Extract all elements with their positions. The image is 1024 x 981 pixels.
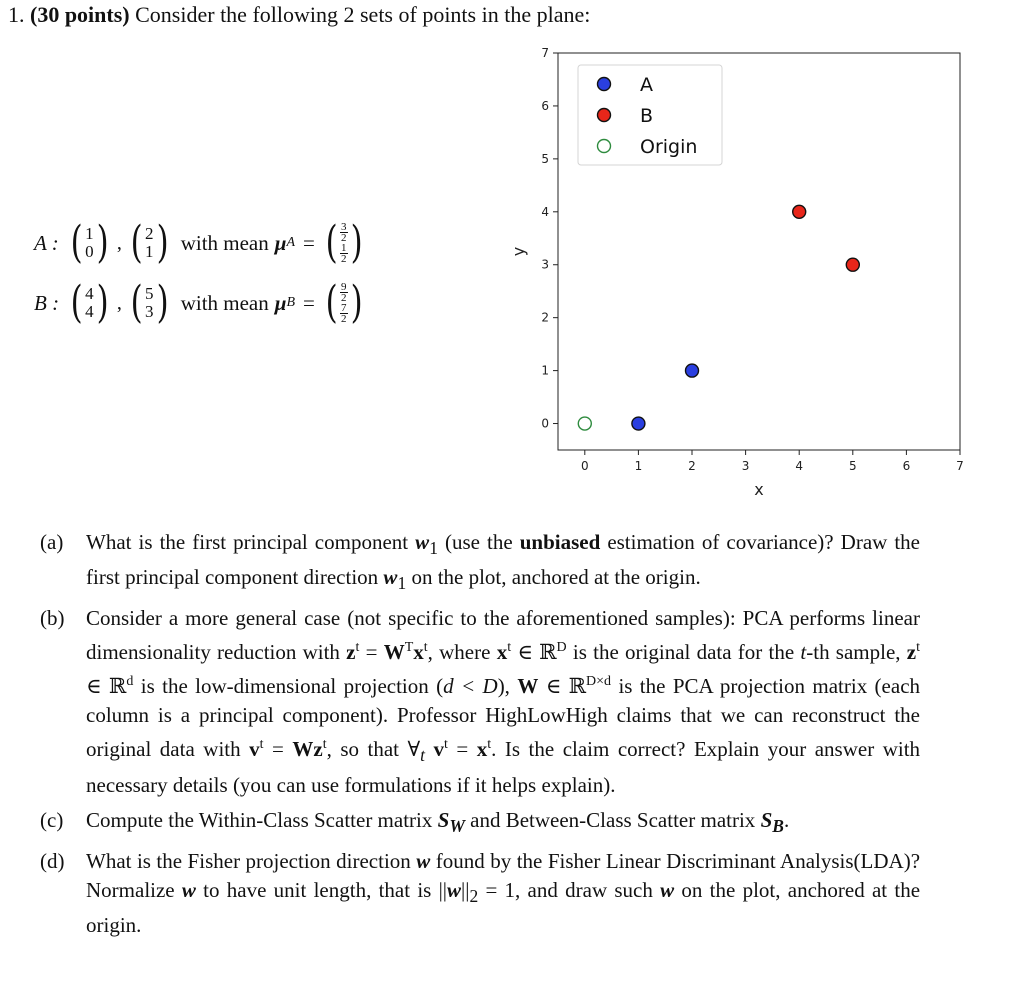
question-d [40,847,920,940]
symbol-x: x [413,640,424,665]
text: and Between-Class Scatter matrix [470,807,756,832]
problem-points: (30 points) [30,2,130,27]
set-b-row: B : ( 4 4 ) , ( 5 3 ) with mean μ B = ( $\frac{9}{2}$ $\frac{7}{2}$ ) [34,278,365,328]
equals-sign: = [303,290,315,315]
symbol-W: W [383,640,405,665]
vec-entry: 4 [85,284,94,303]
legend-label-b: B [640,105,654,127]
mu-symbol: μ [274,230,287,255]
text: Compute the Within-Class Scatter matrix [86,807,433,832]
with-mean-text: with mean [180,290,269,315]
frac-num: 3 [341,221,347,233]
text: ∈ ℝ [545,674,587,699]
y-tick-label: 2 [541,310,549,325]
set-a-label: A : [34,230,59,255]
text: (use the [444,530,513,554]
symbol-z: z [313,737,323,762]
question-c-label: (c) [40,807,64,832]
symbol-S: S [760,807,773,832]
subscript: W [449,815,465,836]
text: Consider a more general case (not specific to the aforementioned samples): PCA performs linear dimensionality reduction with [86,606,920,665]
symbol-v: v [249,737,260,762]
text: , so that ∀ [326,737,421,762]
superscript: t [507,640,512,656]
superscript: t [355,640,360,656]
mu-a-vector: ( $\frac{3}{2}$ $\frac{1}{2}$ ) [325,217,363,268]
y-tick-label: 3 [541,257,549,272]
x-tick-label: 7 [956,459,964,473]
symbol-W: W [292,737,314,762]
subscript: 1 [397,573,407,594]
legend-marker-b [598,109,611,122]
frac-den: 2 [341,232,347,244]
text: = [272,737,293,762]
frac-num: 9 [341,281,347,293]
text: found by the Fisher Linear Discriminant Analysis(LDA)? Normalize [86,848,921,902]
text: -th sample, [806,640,901,665]
text: is the low-dimensional projection ( [140,674,444,699]
data-point-b [793,205,806,218]
problem-header [8,2,590,28]
question-c-text [86,806,920,841]
symbol-S: S [437,807,450,832]
frac-num: 1 [341,242,347,254]
superscript: t [423,640,428,656]
frac-den: 2 [341,313,347,325]
question-a-text [86,528,920,598]
x-tick-label: 3 [741,459,750,473]
vec-entry: 1 [145,242,154,261]
text: What is the first principal component [86,530,409,554]
set-a-vector-2: ( 2 1 ) [130,217,169,268]
symbol-x: x [496,640,508,665]
symbol-z: z [346,640,356,665]
problem-number: 1. [8,2,25,27]
text: to have unit length, that is || [203,877,447,902]
x-axis-label: x [754,480,764,499]
question-b-label: (b) [40,606,65,631]
text: . [783,807,790,832]
superscript: t [916,640,920,656]
text: on the plot, anchored at the origin. [411,565,701,590]
y-tick-label: 7 [541,46,549,60]
equals-sign: = [303,230,315,255]
symbol-z: z [906,640,917,665]
question-b [40,604,920,799]
symbol-w: w [383,565,398,590]
superscript: t [444,737,448,753]
vec-entry: 5 [145,284,154,303]
question-b-text [86,604,920,799]
frac-den: 2 [341,292,347,304]
superscript: D [556,640,567,656]
set-a-row: A : ( 1 0 ) , ( 2 1 ) with mean μ A = ( $\frac{3}{2}$ $\frac{1}{2}$ ) [34,218,365,268]
text: is the PCA projection matrix (each column is a principal component). Professor HighLowHigh claims that we can reconstruct the original data with [86,674,921,762]
symbol-w: w [660,877,675,902]
mu-symbol: μ [274,290,287,315]
symbol-W: W [517,674,539,699]
text: || [461,877,470,902]
vec-entry: 2 [145,224,154,243]
vec-entry: 0 [85,242,94,261]
symbol-w: w [415,530,430,554]
subscript: 1 [429,538,438,559]
text: , where [427,640,491,665]
y-tick-label: 4 [541,204,549,219]
symbol-x: x [476,737,488,762]
question-c [40,806,920,841]
vec-entry: 3 [145,302,154,321]
text: What is the Fisher projection direction [86,848,411,873]
text: . Is the claim correct? Explain your answer with necessary details (you can use formulations if it helps explain). [86,737,921,797]
question-a [40,528,920,598]
mu-b-subscript: B [286,295,295,310]
symbol-t: t [800,640,807,665]
frac-den: 2 [341,253,347,265]
x-tick-label: 2 [688,459,696,473]
mu-b-vector: ( $\frac{9}{2}$ $\frac{7}{2}$ ) [325,277,363,328]
frac-num: 7 [341,302,347,314]
legend-label-origin: Origin [640,136,698,158]
text: estimation of covariance)? Draw the first principal component direction [86,530,921,590]
inequality: d < D [443,674,498,699]
data-point-a [686,364,699,377]
set-b-label: B : [34,290,60,315]
text: = 1, and draw such [485,877,653,902]
x-tick-label: 1 [634,459,643,473]
vec-entry: 1 [85,224,94,243]
y-axis-label: y [509,246,528,257]
data-point-a [632,417,645,430]
text: is the original data for the [572,640,795,665]
scatter-plot [500,40,980,510]
set-b-vector-2: ( 5 3 ) [130,277,169,328]
with-mean-text: with mean [180,230,269,255]
x-tick-label: 6 [902,459,911,473]
subscript: B [772,815,784,836]
question-d-text [86,847,920,940]
y-tick-label: 6 [541,98,549,113]
legend-label-a: A [640,74,653,96]
superscript: t [487,737,492,753]
symbol-v: v [433,737,445,762]
legend-marker-origin [598,140,611,153]
problem-intro: Consider the following 2 sets of points in the plane: [135,2,591,27]
superscript: t [259,737,264,753]
question-d-label: (d) [40,848,65,873]
text: ), [497,674,510,699]
question-a-label: (a) [40,530,64,554]
text: = [359,640,384,665]
set-b-vector-1: ( 4 4 ) [70,277,109,328]
subscript: t [420,745,426,766]
superscript: D×d [586,674,612,690]
data-point-b [846,258,859,271]
data-point-origin [578,417,591,430]
symbol-w: w [181,877,196,902]
questions [40,528,920,946]
superscript: d [126,674,134,690]
subscript: 2 [469,885,479,906]
y-tick-label: 5 [541,151,549,166]
symbol-w: w [416,848,431,873]
set-a-vector-1: ( 1 0 ) [70,217,109,268]
superscript: t [322,737,327,753]
text: = [456,737,477,762]
x-tick-label: 5 [848,459,857,473]
y-tick-label: 0 [541,416,549,431]
text: ∈ ℝ [517,640,557,665]
unbiased-bold: unbiased [519,530,601,554]
text: ∈ ℝ [86,674,127,699]
legend-marker-a [598,78,611,91]
text: on the plot, anchored at the origin. [86,877,921,937]
symbol-w: w [447,877,462,902]
y-tick-label: 1 [541,363,549,378]
superscript: T [404,640,414,656]
x-tick-label: 4 [795,459,804,473]
x-tick-label: 0 [580,459,589,473]
mu-a-subscript: A [286,235,295,250]
vec-entry: 4 [85,302,94,321]
